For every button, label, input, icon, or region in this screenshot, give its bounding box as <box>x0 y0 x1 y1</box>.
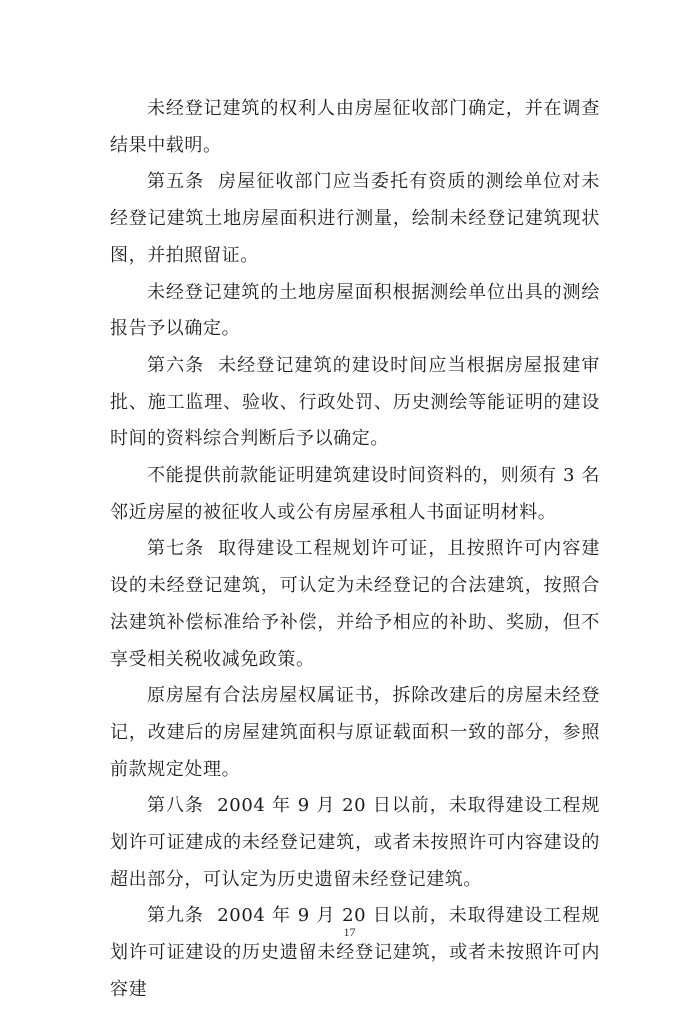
page-number: 17 <box>343 925 356 939</box>
paragraph: 未经登记建筑的土地房屋面积根据测绘单位出具的测绘报告予以确定。 <box>110 281 600 340</box>
document-body <box>110 91 600 1009</box>
paragraph: 未经登记建筑的权利人由房屋征收部门确定，并在调查结果中载明。 <box>110 98 600 156</box>
paragraph-article-5: 第五条 房屋征收部门应当委托有资质的测绘单位对未经登记建筑土地房屋面积进行测量，绘制未经登记建筑现状图，并拍照留证。 <box>110 171 600 266</box>
paragraph-article-8: 第八条 2004 年 9 月 20 日以前，未取得建设工程规划许可证建成的未经登记建筑，或者未按照许可内容建设的超出部分，可认定为历史遗留未经登记建筑。 <box>110 795 600 890</box>
paragraph: 原房屋有合法房屋权属证书，拆除改建后的房屋未经登记，改建后的房屋建筑面积与原证载面积一致的部分，参照前款规定处理。 <box>110 685 600 780</box>
paragraph-article-7: 第七条 取得建设工程规划许可证，且按照许可内容建设的未经登记建筑，可认定为未经登记的合法建筑，按照合法建筑补偿标准给予补偿，并给予相应的补助、奖励，但不享受相关税收减免政策。 <box>110 538 600 670</box>
paragraph-article-6: 第六条 未经登记建筑的建设时间应当根据房屋报建审批、施工监理、验收、行政处罚、历史测绘等能证明的建设时间的资料综合判断后予以确定。 <box>110 354 600 450</box>
paragraph: 不能提供前款能证明建筑建设时间资料的，则须有 3 名邻近房屋的被征收人或公有房屋承租人书面证明材料。 <box>110 465 600 523</box>
paragraph-article-9: 第九条 2004 年 9 月 20 日以前，未取得建设工程规划许可证建设的历史遗留未经登记建筑，或者未按照许可内容建 <box>110 905 600 1000</box>
